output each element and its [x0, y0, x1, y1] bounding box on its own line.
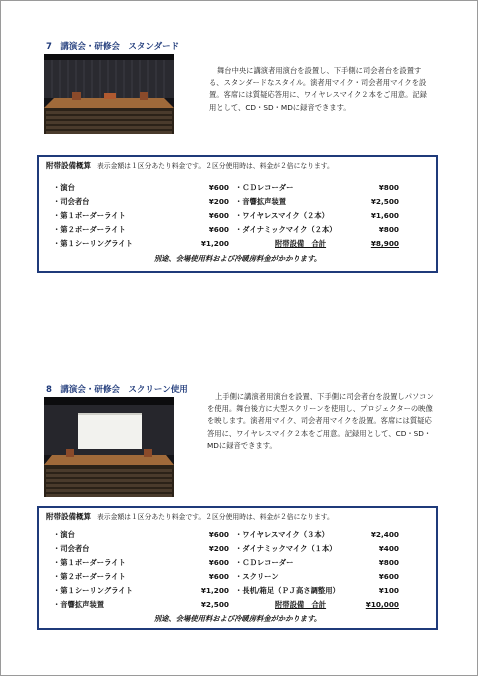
equipment-title: 附帯設備概算 表示金額は１区分あたり料金です。２区分使用時は、料金が２倍になります。	[46, 512, 334, 521]
item-price: ¥600	[208, 183, 229, 192]
stage-screen-image	[44, 397, 174, 497]
item-price: ¥600	[208, 225, 229, 234]
item-name: ・音響拡声装置	[53, 600, 105, 609]
equipment-title: 附帯設備概算 表示金額は１区分あたり料金です。２区分使用時は、料金が２倍になります。	[46, 161, 334, 170]
item-price: ¥800	[378, 558, 399, 567]
item-price: ¥600	[208, 530, 229, 539]
item-price: ¥200	[208, 544, 229, 553]
section-7-description: 舞台中央に講演者用演台を設置し、下手側に司会者台を設置する、スタンダードなスタイル。演者用マイク・司会者用マイクを設置。客席には質疑応答用に、ワイヤレスマイク２本をご用意。記録用として、CD・SD・MDに録音できます。	[209, 66, 427, 112]
footer-note: 別途、会場使用料および冷暖房料金がかかります。	[153, 254, 322, 263]
item-price: ¥600	[208, 211, 229, 220]
item-name: ・第１シーリングライト	[53, 239, 133, 248]
item-name: ・長机/箱足（ＰＪ高さ調整用）	[235, 586, 340, 595]
section-8-equipment-box	[37, 506, 438, 630]
item-name: ・音響拡声装置	[235, 197, 287, 206]
item-name: ・第１ボーダーライト	[53, 558, 126, 567]
item-price: ¥600	[208, 558, 229, 567]
item-price: ¥800	[378, 183, 399, 192]
total-label: 附帯設備 合計	[275, 239, 327, 248]
section-8-heading: 8 講演会・研修会 スクリーン使用	[46, 385, 188, 395]
item-price: ¥2,500	[200, 600, 229, 609]
footer-note: 別途、会場使用料および冷暖房料金がかかります。	[153, 614, 322, 623]
item-name: ・演台	[53, 530, 75, 539]
item-price: ¥1,200	[200, 586, 229, 595]
item-name: ・第１ボーダーライト	[53, 211, 126, 220]
item-price: ¥1,600	[370, 211, 399, 220]
item-price: ¥600	[208, 572, 229, 581]
section-7-heading: 7 講演会・研修会 スタンダード	[46, 42, 180, 52]
item-name: ・司会者台	[53, 197, 90, 206]
item-name: ・演台	[53, 183, 75, 192]
item-name: ・ワイヤレスマイク（２本）	[235, 211, 329, 220]
item-name: ・ワイヤレスマイク（３本）	[235, 530, 329, 539]
item-price: ¥2,400	[370, 530, 399, 539]
item-name: ・第２ボーダーライト	[53, 225, 126, 234]
total-value: ¥10,000	[365, 600, 399, 609]
item-price: ¥100	[378, 586, 399, 595]
item-price: ¥600	[378, 572, 399, 581]
section-7-equipment-box	[37, 155, 438, 273]
item-price: ¥200	[208, 197, 229, 206]
item-price: ¥800	[378, 225, 399, 234]
item-name: ・ＣＤレコーダー	[235, 558, 294, 567]
section-7-photo	[44, 54, 174, 134]
section-8-photo	[44, 397, 174, 497]
item-price: ¥2,500	[370, 197, 399, 206]
item-name: ・ダイナミックマイク（１本）	[235, 544, 337, 553]
total-label: 附帯設備 合計	[275, 600, 327, 609]
total-value: ¥8,900	[370, 239, 399, 248]
item-name: ・ＣＤレコーダー	[235, 183, 294, 192]
item-name: ・ダイナミックマイク（２本）	[235, 225, 337, 234]
item-name: ・第１シーリングライト	[53, 586, 133, 595]
item-price: ¥400	[378, 544, 399, 553]
section-8-description: 上手側に講演者用演台を設置、下手側に司会者台を設置しパソコンを使用。舞台後方に大型スクリーンを使用し、プロジェクターの映像を映します。演者用マイク、司会者用マイクを設置。客席には質疑応答用に、ワイヤレスマイク２本をご用意。記録用として、CD・SD・MDに録音できます。	[207, 392, 434, 450]
item-name: ・第２ボーダーライト	[53, 572, 126, 581]
stage-standard-image	[44, 54, 174, 134]
item-name: ・司会者台	[53, 544, 90, 553]
item-name: ・スクリーン	[235, 572, 279, 581]
item-price: ¥1,200	[200, 239, 229, 248]
